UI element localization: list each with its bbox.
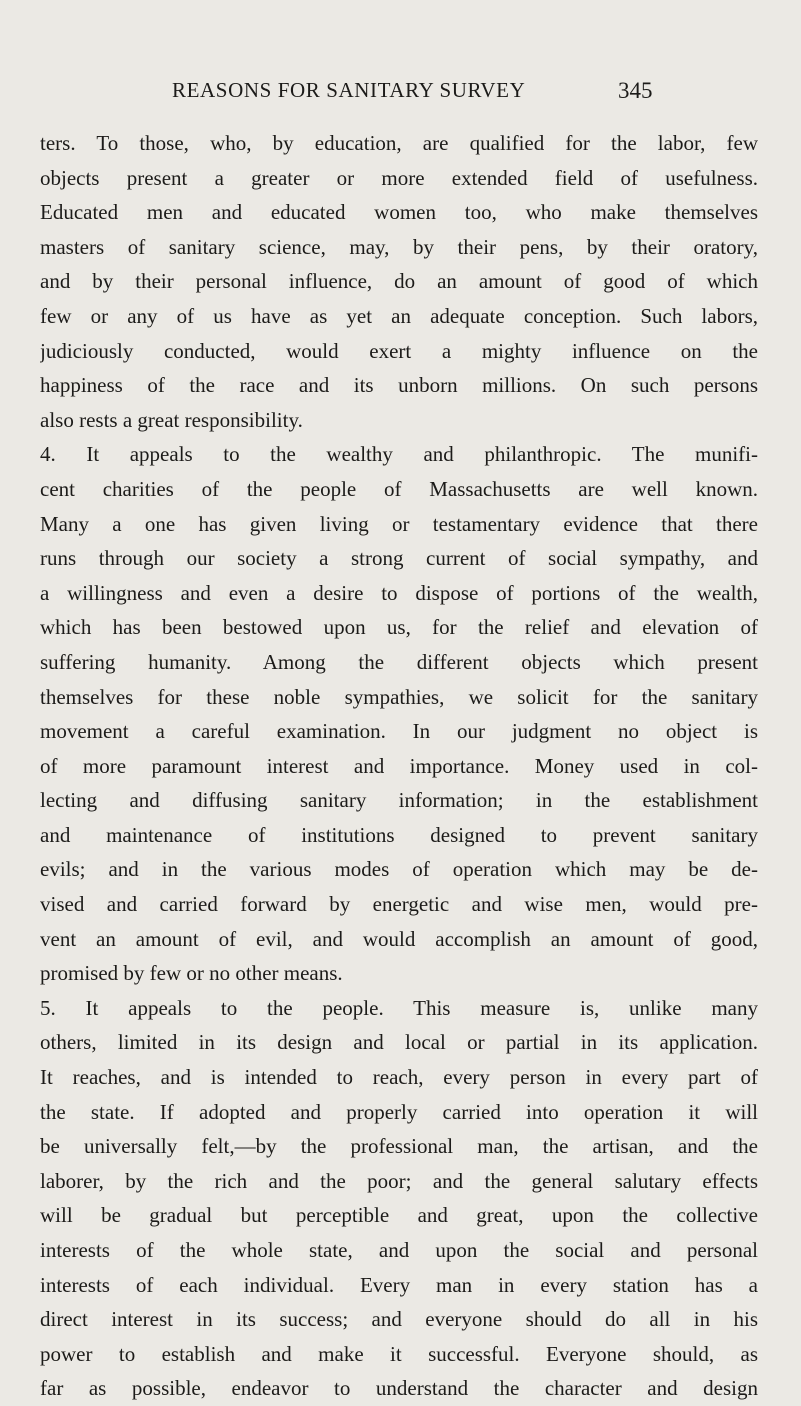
text-line: interests of each individual. Every man in every station has a <box>40 1272 758 1297</box>
text-line: also rests a great responsibility. <box>40 407 303 432</box>
text-line: and maintenance of institutions designed to prevent sanitary <box>40 822 758 847</box>
text-line: and by their personal influence, do an amount of good of which <box>40 269 758 294</box>
text-line: It reaches, and is intended to reach, every person in every part of <box>40 1065 758 1090</box>
running-title: REASONS FOR SANITARY SURVEY <box>172 78 526 102</box>
body-text <box>40 126 758 1406</box>
text-line: evils; and in the various modes of operation which may be de- <box>40 857 758 882</box>
text-line: laborer, by the rich and the poor; and the general salutary effects <box>40 1168 758 1193</box>
text-line: others, limited in its design and local or partial in its application. <box>40 1030 758 1055</box>
text-line: movement a careful examination. In our judgment no object is <box>40 719 758 744</box>
text-line: be universally felt,—by the professional man, the artisan, and the <box>40 1134 758 1159</box>
text-line: 5. It appeals to the people. This measure is, unlike many <box>40 995 758 1020</box>
text-line: objects present a greater or more extended field of usefulness. <box>40 165 758 190</box>
text-line: will be gradual but perceptible and great, upon the collective <box>40 1203 758 1228</box>
text-line: the state. If adopted and properly carried into operation it will <box>40 1099 758 1124</box>
text-line: vent an amount of evil, and would accomplish an amount of good, <box>40 926 758 951</box>
text-line: far as possible, endeavor to understand the character and design <box>40 1376 758 1401</box>
running-head <box>0 78 801 110</box>
page-number: 345 <box>618 78 653 103</box>
text-line: suffering humanity. Among the different objects which present <box>40 649 758 674</box>
text-line: runs through our society a strong current of social sympathy, and <box>40 546 758 571</box>
text-line: a willingness and even a desire to dispose of portions of the wealth, <box>40 580 758 605</box>
text-line: vised and carried forward by energetic and wise men, would pre- <box>40 892 758 917</box>
text-line: which has been bestowed upon us, for the relief and elevation of <box>40 615 758 640</box>
text-line: Many a one has given living or testamentary evidence that there <box>40 511 758 536</box>
text-line: 4. It appeals to the wealthy and philanthropic. The munifi- <box>40 442 758 467</box>
text-line: promised by few or no other means. <box>40 961 343 986</box>
text-line: lecting and diffusing sanitary information; in the establishment <box>40 788 758 813</box>
text-line: happiness of the race and its unborn millions. On such persons <box>40 373 758 398</box>
text-line: ters. To those, who, by education, are qualified for the labor, few <box>40 131 758 155</box>
text-line: masters of sanitary science, may, by their pens, by their oratory, <box>40 234 758 259</box>
text-line: interests of the whole state, and upon the social and personal <box>40 1238 758 1262</box>
text-line: few or any of us have as yet an adequate conception. Such labors, <box>40 303 758 328</box>
text-line: cent charities of the people of Massachusetts are well known. <box>40 476 758 501</box>
text-line: power to establish and make it successful. Everyone should, as <box>40 1341 758 1366</box>
text-line: themselves for these noble sympathies, we solicit for the sanitary <box>40 684 758 709</box>
text-line: Educated men and educated women too, who make themselves <box>40 200 758 225</box>
text-line: judiciously conducted, would exert a mighty influence on the <box>40 338 758 363</box>
text-line: direct interest in its success; and everyone should do all in his <box>40 1307 758 1332</box>
text-line: of more paramount interest and importance. Money used in col- <box>40 753 758 778</box>
